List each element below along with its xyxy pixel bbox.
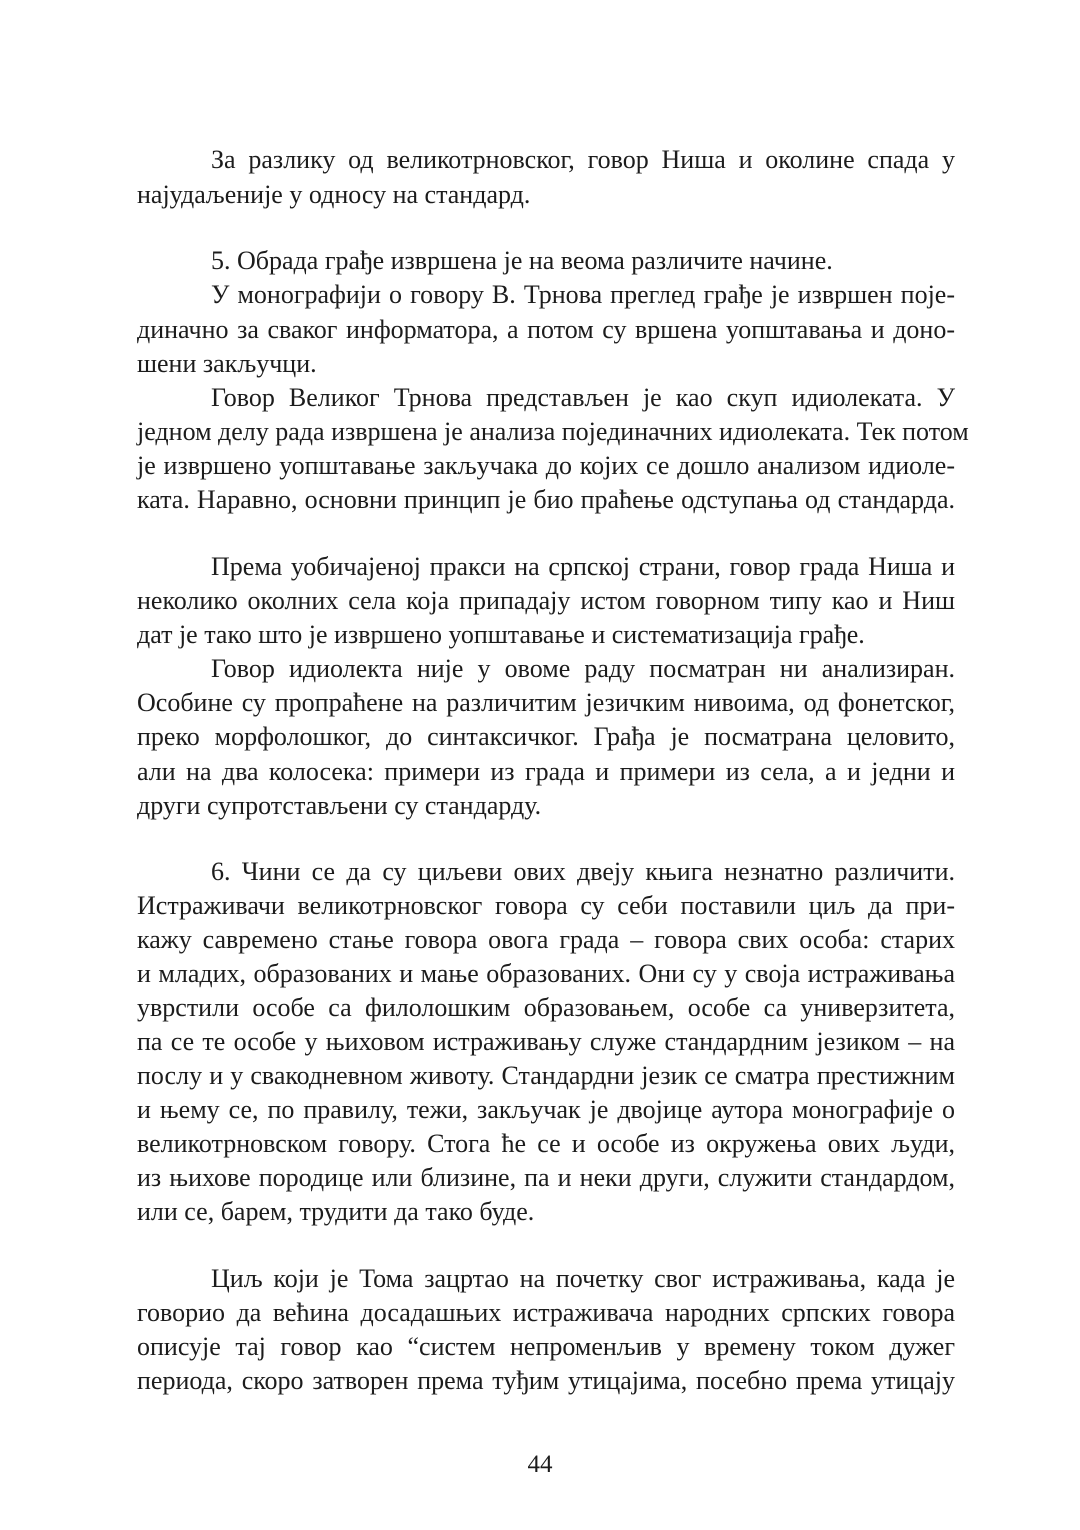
text-line: У монографији о говору В. Трнова преглед грађе је извршен поје- — [211, 280, 955, 309]
text-line: из њихове породице или близине, па и неки други, служити стандардом, — [137, 1163, 955, 1192]
text-line: описује тај говор као “систем непроменљив у времену током дужег — [137, 1332, 955, 1361]
text-line: послу и у свакодневном животу. Стандардни језик се сматра престижним — [137, 1061, 955, 1090]
page-number: 44 — [527, 1451, 553, 1478]
text-line: Циљ који је Тома зацртао на почетку свог истраживања, када је — [211, 1264, 955, 1293]
text-line: кажу савремено стање говора овога града – говора свих особа: старих — [137, 925, 955, 954]
text-line: уврстили особе са филолошким образовањем, особе са универзитета, — [137, 993, 955, 1022]
text-line: диначно за сваког информатора, а потом су вршена уопштавања и доно- — [137, 315, 955, 344]
text-line: 5. Обрада грађе извршена је на веома различите начине. — [211, 246, 833, 275]
text-line: говорио да већина досадашњих истраживача народних српских говора — [137, 1298, 955, 1327]
text-line: дат је тако што је извршено уопштавање и систематизација грађе. — [137, 620, 865, 649]
text-line: неколико околних села која припадају истом говорном типу као и Ниш — [137, 586, 955, 615]
text-line: преко морфолошког, до синтаксичког. Грађа је посматрана целовито, — [137, 722, 955, 751]
text-line: Говор идиолекта није у овоме раду посматран ни анализиран. — [211, 654, 955, 683]
text-line: или се, барем, трудити да тако буде. — [137, 1197, 535, 1226]
text-line: Према уобичајеној пракси на српској страни, говор града Ниша и — [211, 552, 955, 581]
text-line: За разлику од великотрновског, говор Ниша и околине спада у — [211, 145, 955, 174]
text-line: 6. Чини се да су циљеви ових двеју књига незнатно различити. — [211, 857, 955, 886]
text-line: и младих, образованих и мање образованих. Они су у своја истраживања — [137, 959, 955, 988]
text-line: шени закључци. — [137, 349, 317, 378]
text-line: је извршено уопштавање закључака до којих се дошло анализом идиоле- — [137, 451, 955, 480]
text-line: али на два колосека: примери из града и примери из села, а и једни и — [137, 757, 955, 786]
text-line: најудаљеније у односу на стандард. — [137, 180, 531, 209]
text-line: Истраживачи великотрновског говора су себи поставили циљ да при- — [137, 891, 955, 920]
text-line: Говор Великог Трнова представљен је као скуп идиолеката. У — [211, 383, 955, 412]
text-line: и њему се, по правилу, тежи, закључак је двојице аутора монографије о — [137, 1095, 955, 1124]
text-line: периода, скоро затворен према туђим утицајима, посебно према утицају — [137, 1366, 955, 1395]
text-line: други супротстављени су стандарду. — [137, 791, 542, 820]
text-line: великотрновском говору. Стога ће се и особе из окружења ових људи, — [137, 1129, 955, 1158]
text-line: једном делу рада извршена је анализа појединачних идиолеката. Тек потом — [137, 417, 969, 446]
text-line: ката. Наравно, основни принцип је био праћење одступања од стандарда. — [137, 485, 955, 514]
text-line: па се те особе у њиховом истраживању служе стандардним језиком – на — [137, 1027, 955, 1056]
text-line: Особине су пропраћене на различитим језичким нивоима, од фонетског, — [137, 688, 955, 717]
